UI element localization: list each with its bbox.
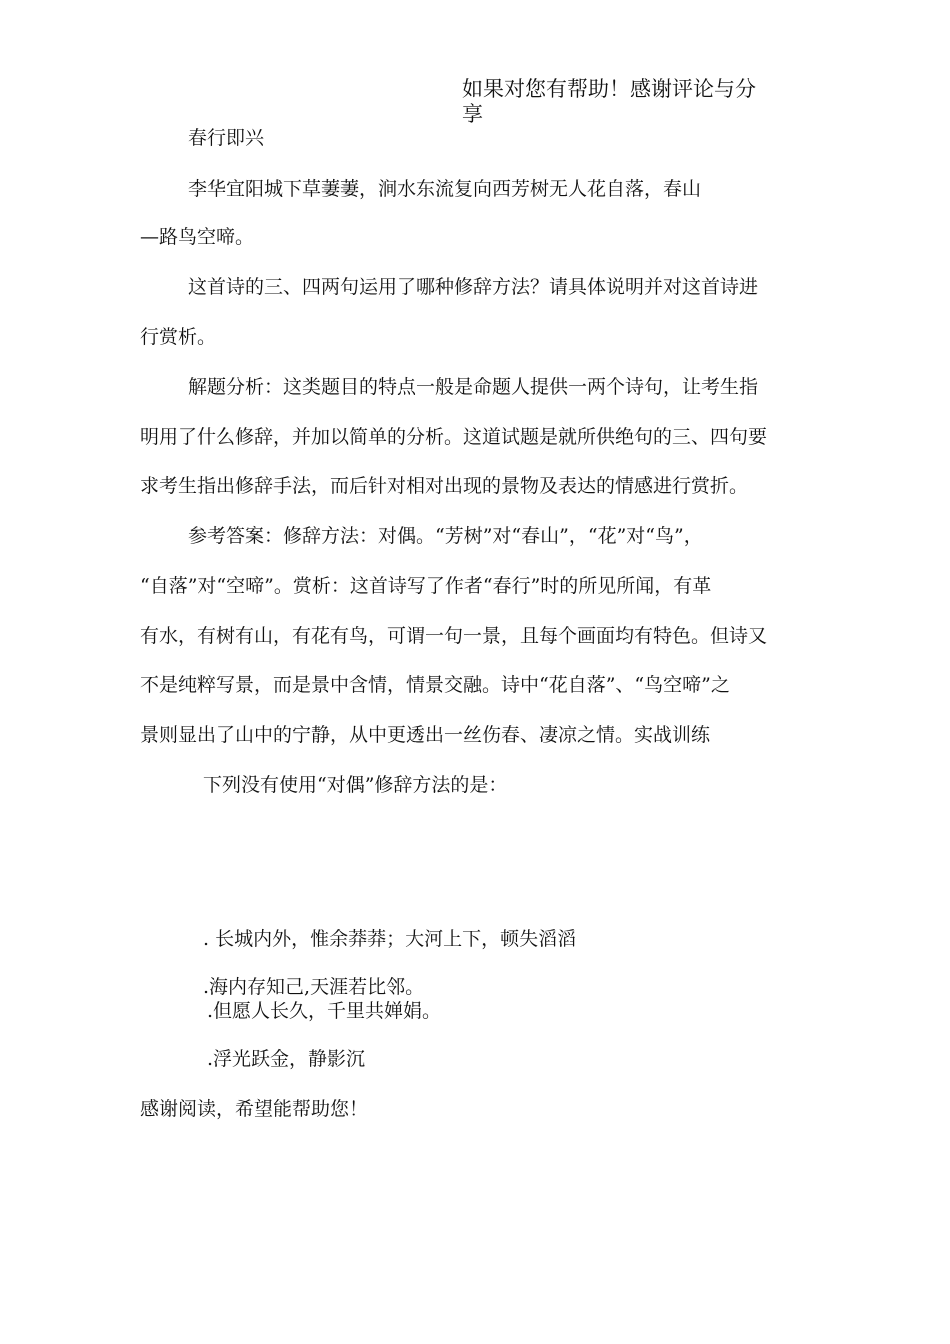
- poem-title: 春行即兴: [188, 127, 265, 149]
- exercise-option-2: .海内存知己,天涯若比邻。: [203, 976, 425, 998]
- exercise-option-4: .浮光跃金，静影沉: [207, 1048, 366, 1070]
- exercise-option-3: .但愿人长久，千里共婵娟。: [207, 1000, 442, 1022]
- answer-line-5: 景则显出了山中的宁静，从中更透出一丝伤春、凄凉之情。实战训练: [140, 724, 711, 746]
- answer-line-4: 不是纯粹写景，而是景中含情，情景交融。诗中“花自落”、“鸟空啼”之: [140, 674, 730, 696]
- header-note-line-2: 享: [462, 102, 483, 126]
- exercise-prompt: 下列没有使用“对偶”修辞方法的是：: [203, 774, 508, 796]
- answer-line-2: “自落”对“空啼”。赏析：这首诗写了作者“春行”时的所见所闻，有革: [140, 575, 712, 597]
- question-line-2: 行赏析。: [140, 326, 217, 348]
- answer-line-3: 有水，有树有山，有花有鸟，可谓一句一景，且每个画面均有特色。但诗又: [140, 625, 768, 647]
- header-note-line-1: 如果对您有帮助！感谢评论与分: [462, 77, 756, 101]
- question-line-1: 这首诗的三、四两句运用了哪种修辞方法？请具体说明并对这首诗进: [188, 276, 759, 298]
- footer-note: 感谢阅读，希望能帮助您！: [140, 1098, 369, 1120]
- analysis-line-1: 解题分析：这类题目的特点一般是命题人提供一两个诗句，让考生指: [188, 376, 759, 398]
- poem-line-2: —路鸟空啼。: [140, 226, 255, 248]
- poem-line-1: 李华宜阳城下草萋萋，涧水东流复向西芳树无人花自落，春山: [188, 178, 702, 200]
- exercise-option-1: . 长城内外，惟余莽莽；大河上下，顿失滔滔: [203, 928, 577, 950]
- analysis-line-3: 求考生指出修辞手法，而后针对相对出现的景物及表达的情感进行赏折。: [140, 475, 749, 497]
- analysis-line-2: 明用了什么修辞，并加以简单的分析。这道试题是就所供绝句的三、四句要: [140, 426, 768, 448]
- answer-line-1: 参考答案：修辞方法：对偶。“芳树”对“春山”，“花”对“鸟”，: [188, 525, 703, 547]
